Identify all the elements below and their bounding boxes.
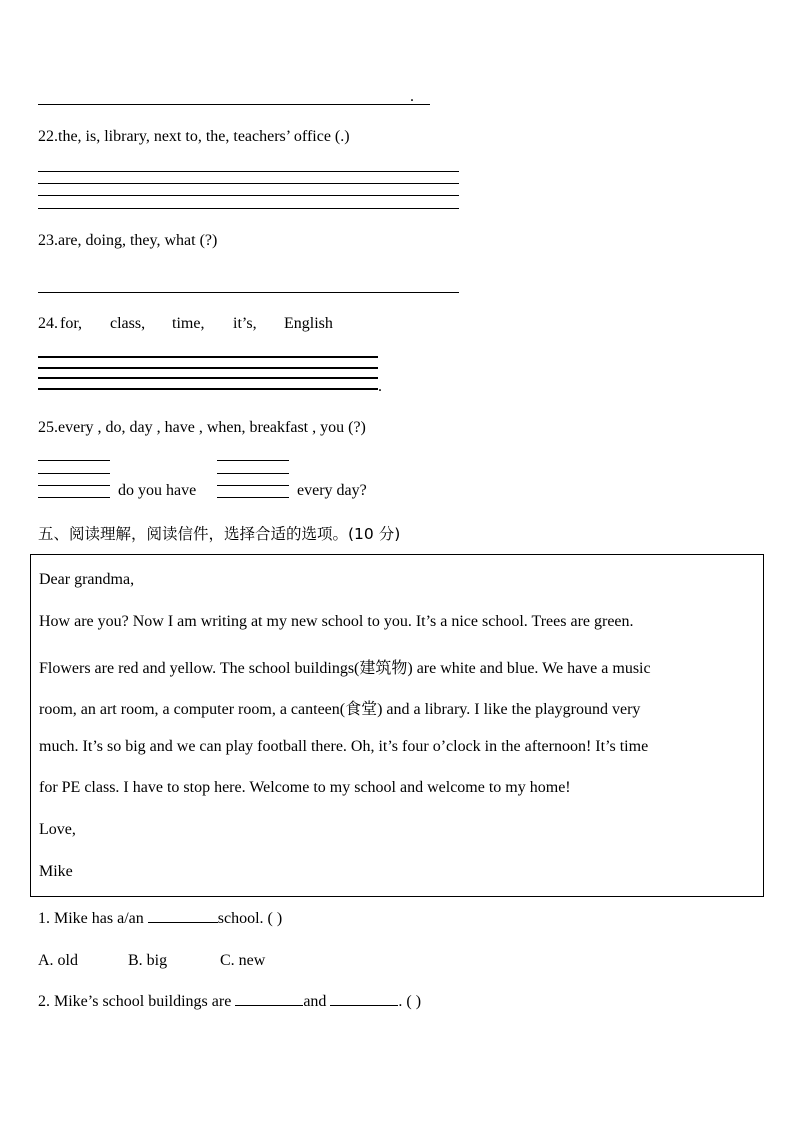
answer-line xyxy=(217,473,289,474)
question-text: 2. Mike’s school buildings are xyxy=(38,993,236,1010)
option-b[interactable]: B. big xyxy=(128,952,168,969)
answer-line xyxy=(38,171,459,172)
answer-line xyxy=(38,195,459,196)
letter-line: for PE class. I have to stop here. Welcome to my school and welcome to my home! xyxy=(39,779,571,796)
letter-line: Flowers are red and yellow. The school buildings(建筑物) are white and blue. We have a music xyxy=(39,660,651,677)
section-header: 五、阅读理解，阅读信件，选择合适的选项。(10 分) xyxy=(38,525,401,543)
fill-text-end: every day? xyxy=(297,482,367,499)
question-text: 1. Mike has a/an xyxy=(38,910,148,927)
question-words: are, doing, they, what (?) xyxy=(58,232,218,249)
answer-line xyxy=(217,497,289,498)
answer-line xyxy=(38,356,378,358)
question-25 xyxy=(38,419,366,437)
question-text-mid: and xyxy=(303,993,331,1010)
letter-signature: Mike xyxy=(39,863,73,880)
letter-line: much. It’s so big and we can play football there. Oh, it’s four o’clock in the afternoon! It’s time xyxy=(39,738,649,755)
letter-greeting: Dear grandma, xyxy=(39,571,135,588)
answer-blank[interactable] xyxy=(148,921,218,923)
answer-line xyxy=(38,388,378,390)
word: time, xyxy=(172,315,205,332)
answer-line xyxy=(38,104,430,105)
question-22 xyxy=(38,128,350,146)
question-text-after: school. ( ) xyxy=(217,910,283,927)
question-23 xyxy=(38,232,217,250)
answer-line xyxy=(38,485,110,486)
mc-question-1 xyxy=(38,910,282,928)
question-words: every , do, day , have , when, breakfast , you (?) xyxy=(58,419,366,436)
letter-line: room, an art room, a computer room, a canteen(食堂) and a library. I like the playground very xyxy=(39,701,641,718)
answer-line xyxy=(38,183,459,184)
answer-line xyxy=(217,485,289,486)
word: class, xyxy=(110,315,146,332)
line-end-period: . xyxy=(378,378,382,395)
answer-line xyxy=(38,377,378,379)
answer-line xyxy=(38,473,110,474)
option-c[interactable]: C. new xyxy=(220,952,266,969)
option-a[interactable]: A. old xyxy=(38,952,78,969)
answer-blank[interactable] xyxy=(330,1004,398,1006)
question-number: 24. xyxy=(38,315,58,332)
letter-closing: Love, xyxy=(39,821,76,838)
letter-line: How are you? Now I am writing at my new school to you. It’s a nice school. Trees are green. xyxy=(39,613,634,630)
answer-line xyxy=(38,367,378,369)
fill-text-mid: do you have xyxy=(118,482,197,499)
letter-box xyxy=(30,554,764,897)
line-end-period: . xyxy=(410,88,414,105)
answer-line xyxy=(38,292,459,293)
answer-blank[interactable] xyxy=(235,1004,303,1006)
question-number: 22. xyxy=(38,128,58,145)
answer-line xyxy=(38,460,110,461)
question-24 xyxy=(38,315,58,333)
question-number: 23. xyxy=(38,232,58,249)
question-text-after: . ( ) xyxy=(398,993,422,1010)
mc-question-2 xyxy=(38,993,421,1011)
answer-line xyxy=(38,208,459,209)
word: English xyxy=(284,315,333,332)
word: it’s, xyxy=(233,315,257,332)
answer-line xyxy=(217,460,289,461)
question-words: the, is, library, next to, the, teachers’ office (.) xyxy=(58,128,350,145)
answer-line xyxy=(38,497,110,498)
question-number: 25. xyxy=(38,419,58,436)
word: for, xyxy=(60,315,83,332)
